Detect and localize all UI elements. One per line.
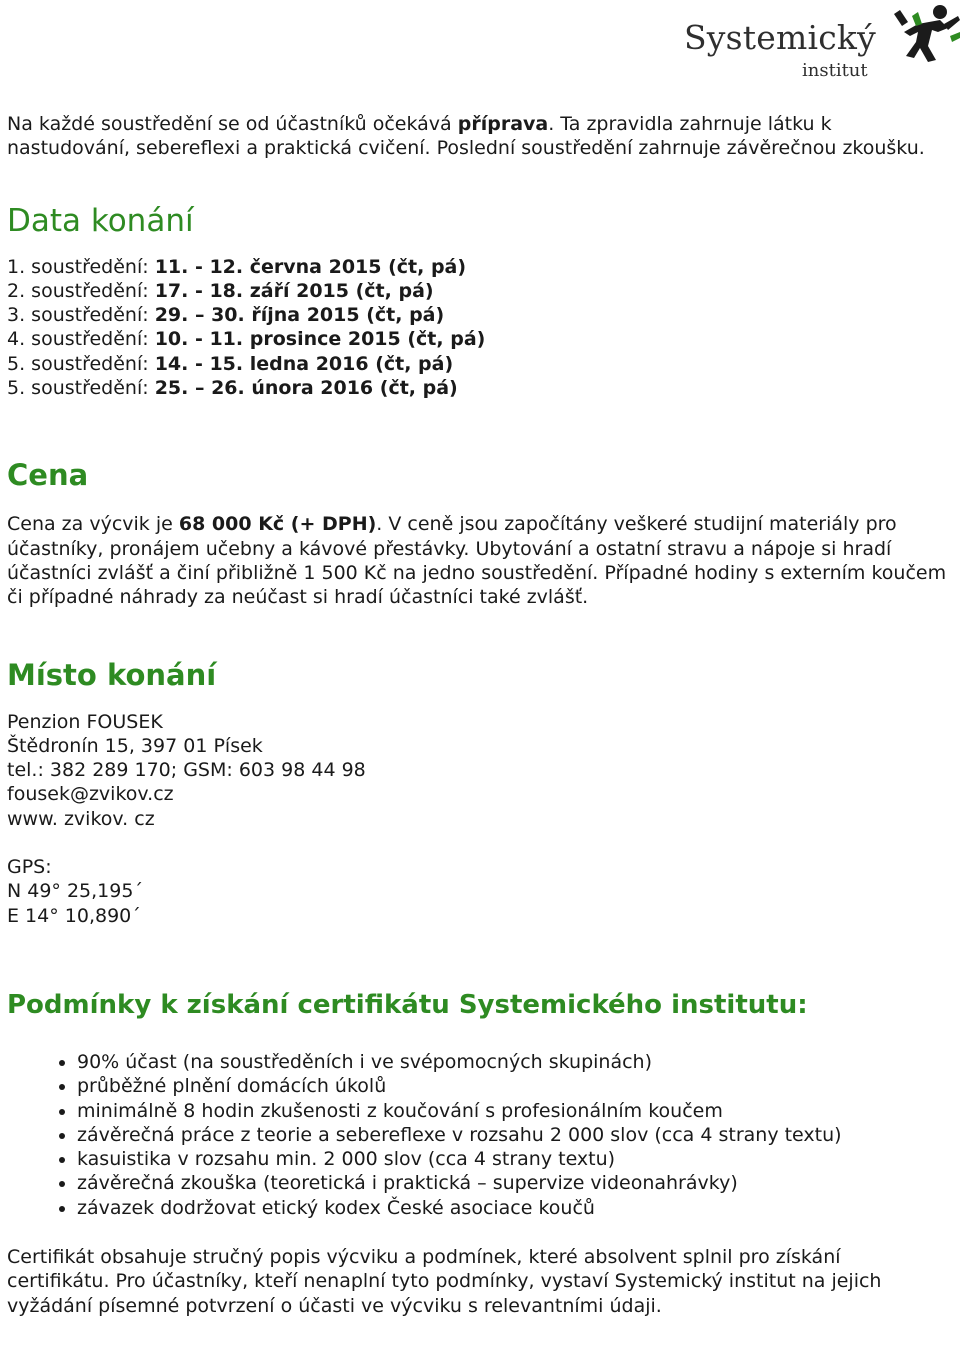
certificate-footer-paragraph: Certifikát obsahuje stručný popis výcviku a podmínek, které absolvent splnil pro získání certifikátu. Pro účastníky, kteří nenaplní tyto podmínky, vystaví Systemický institut na jejich vyžádání písemné potvrzení o účasti ve výcviku s relevantními údaji. <box>7 1246 882 1317</box>
document-body <box>7 112 947 1318</box>
date-item <box>7 376 947 400</box>
gps-east: E 14° 10,890´ <box>7 904 141 927</box>
certificate-heading: Podmínky k získání certifikátu Systemického institutu: <box>7 989 808 1020</box>
intro-paragraph <box>7 112 947 161</box>
venue-details <box>7 710 947 928</box>
intro-bold-word: příprava <box>457 113 549 135</box>
date-value: 14. - 15. ledna 2016 (čt, pá) <box>154 352 454 375</box>
list-item: • závěrečná zkouška (teoretická i praktická – supervize videonahrávky) <box>77 1171 947 1195</box>
date-item <box>7 352 947 376</box>
date-item <box>7 255 947 279</box>
date-value: 17. - 18. září 2015 (čt, pá) <box>154 279 434 302</box>
date-label: 1. soustředění: <box>7 255 155 278</box>
logo-subtitle: institut <box>802 60 868 81</box>
list-item: • kasuistika v rozsahu min. 2 000 slov (cca 4 strany textu) <box>77 1147 947 1171</box>
institute-logo <box>684 0 960 86</box>
list-item: • závěrečná práce z teorie a sebereflexe v rozsahu 2 000 slov (cca 4 strany textu) <box>77 1123 947 1147</box>
date-item <box>7 279 947 303</box>
dates-heading: Data konání <box>7 202 194 239</box>
date-label: 5. soustředění: <box>7 377 155 400</box>
date-label: 2. soustředění: <box>7 279 155 302</box>
date-item <box>7 327 947 351</box>
logo-wordmark: Systemický <box>684 18 876 57</box>
venue-heading: Místo konání <box>7 657 217 692</box>
venue-address: Štědronín 15, 397 01 Písek <box>7 734 263 757</box>
date-label: 4. soustředění: <box>7 328 155 351</box>
date-value: 10. - 11. prosince 2015 (čt, pá) <box>154 328 486 351</box>
running-person-icon <box>888 2 960 64</box>
venue-website: www. zvikov. cz <box>7 807 155 830</box>
certificate-conditions-list <box>7 1050 947 1220</box>
price-text-end: . V ceně jsou započítány veškeré studijní materiály pro účastníky, pronájem učebny a kávové přestávky. Ubytování a ostatní stravu a nápoje si hradí účastníci zvlášť a činí přibližně 1 500 Kč na jedno soustředění. Případné hodiny s externím koučem či případné náhrady za neúčast si hradí účastníci také zvlášť. <box>7 513 947 609</box>
list-item: • 90% účast (na soustředěních i ve svépomocných skupinách) <box>77 1050 947 1074</box>
gps-label: GPS: <box>7 856 52 879</box>
list-item: • minimálně 8 hodin zkušenosti z koučování s profesionálním koučem <box>77 1099 947 1123</box>
date-item <box>7 303 947 327</box>
dates-list <box>7 255 947 401</box>
date-value: 25. – 26. února 2016 (čt, pá) <box>154 377 458 400</box>
intro-text-start: Na každé soustředění se od účastníků očekává <box>7 113 458 135</box>
intro-text-end: . Ta zpravidla zahrnuje látku k nastudování, sebereflexi a praktická cvičení. Poslední soustředění zahrnuje závěrečnou zkoušku. <box>7 113 925 160</box>
list-item: • závazek dodržovat etický kodex České asociace koučů <box>77 1196 947 1220</box>
date-label: 3. soustředění: <box>7 304 155 327</box>
date-value: 11. - 12. června 2015 (čt, pá) <box>154 255 467 278</box>
gps-north: N 49° 25,195´ <box>7 880 143 903</box>
date-label: 5. soustředění: <box>7 352 155 375</box>
venue-name: Penzion FOUSEK <box>7 710 163 733</box>
price-text-start: Cena za výcvik je <box>7 513 179 536</box>
date-value: 29. – 30. října 2015 (čt, pá) <box>154 304 445 327</box>
price-amount: 68 000 Kč (+ DPH) <box>178 513 377 536</box>
venue-email: fousek@zvikov.cz <box>7 783 174 806</box>
venue-phone: tel.: 382 289 170; GSM: 603 98 44 98 <box>7 759 366 782</box>
price-paragraph <box>7 512 947 609</box>
price-heading: Cena <box>7 458 89 493</box>
list-item: • průběžné plnění domácích úkolů <box>77 1074 947 1098</box>
